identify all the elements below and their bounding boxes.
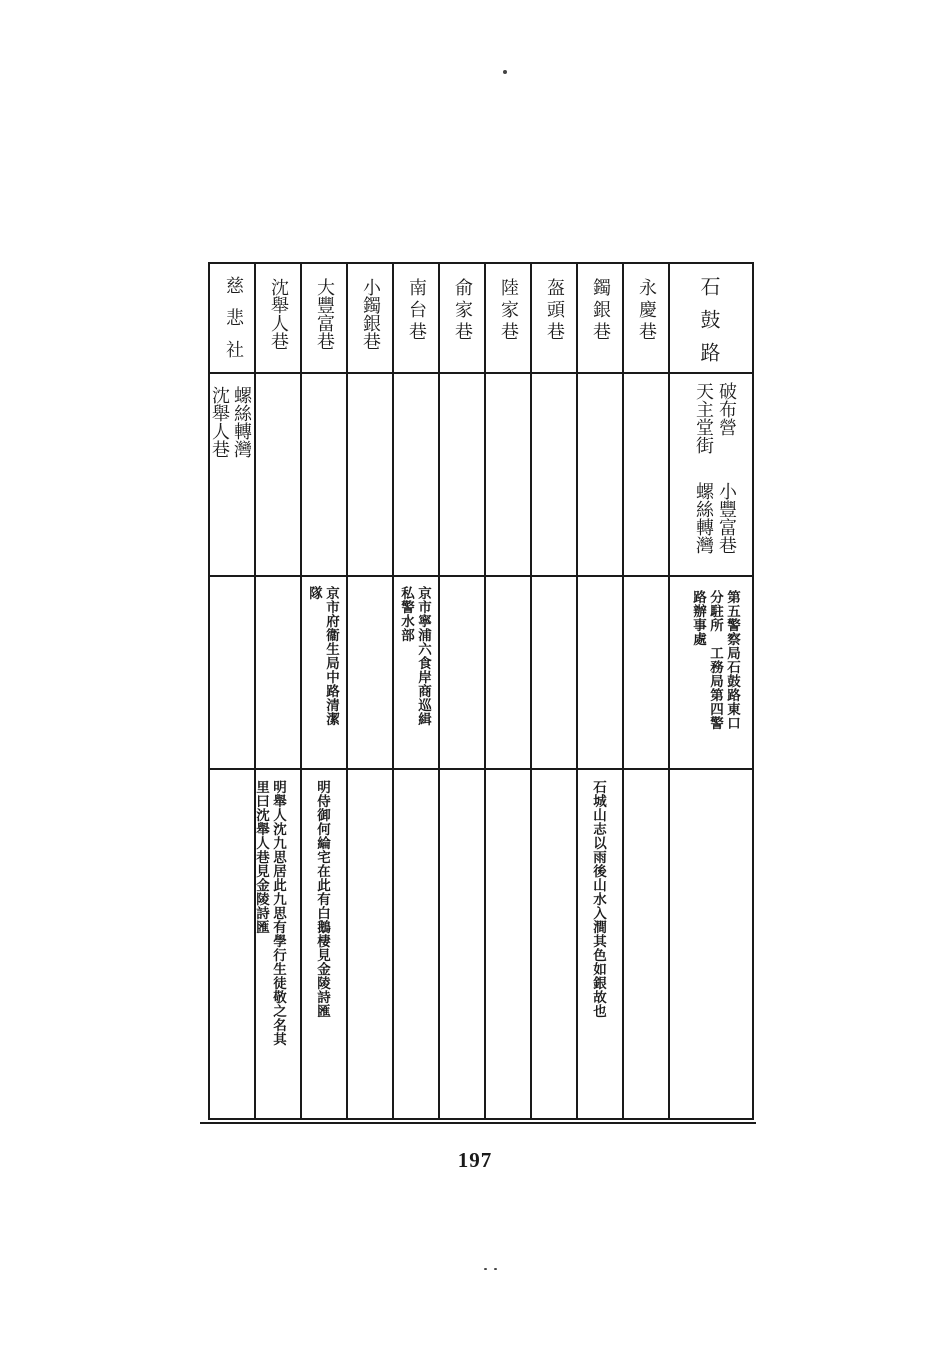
row-divider-header <box>210 372 752 374</box>
column-divider <box>668 264 670 1118</box>
historical-note: 明舉人沈九思居此九思有學行生徒敬之名其 <box>270 780 286 1046</box>
row-divider-institutions <box>210 768 752 770</box>
column-divider <box>346 264 348 1118</box>
street-name-header: 永慶巷 <box>636 278 657 344</box>
institution-text: 路辦事處 <box>690 590 706 646</box>
historical-note: 里曰沈舉人巷見金陵詩匯 <box>253 780 269 934</box>
institution-text: 第五警察局石鼓路東口 <box>724 590 740 730</box>
street-name-header: 鐲銀巷 <box>590 278 611 344</box>
street-name-header: 盔頭巷 <box>544 278 565 344</box>
column-divider <box>484 264 486 1118</box>
print-speck <box>484 1268 487 1270</box>
street-name-header: 陸家巷 <box>498 278 519 344</box>
street-register-table <box>208 262 754 1120</box>
street-name-header: 俞家巷 <box>452 278 473 344</box>
street-name-header: 石鼓路 <box>697 276 721 375</box>
column-divider <box>622 264 624 1118</box>
street-name-header: 小鐲銀巷 <box>360 278 381 350</box>
column-divider <box>438 264 440 1118</box>
row-divider-aliases <box>210 575 752 577</box>
institution-text: 隊 <box>306 586 322 600</box>
column-divider <box>530 264 532 1118</box>
print-speck <box>503 70 507 74</box>
institution-text: 京市府衞生局中路清潔 <box>323 586 339 726</box>
street-name-header: 慈悲社 <box>223 276 244 372</box>
former-name: 小豐富巷 <box>716 482 737 554</box>
street-name-header: 南台巷 <box>406 278 427 344</box>
street-name-header: 大豐富巷 <box>314 278 335 350</box>
historical-note: 石城山志以雨後山水入澗其色如銀故也 <box>590 780 606 1018</box>
street-name-header: 沈舉人巷 <box>268 278 289 350</box>
former-name: 破布營 <box>716 382 737 436</box>
institution-text: 京市寧浦六食岸商巡緝 <box>415 586 431 726</box>
institution-text: 私警水部 <box>398 586 414 642</box>
former-name: 螺絲轉灣 <box>231 386 252 458</box>
former-name: 天主堂街 <box>693 382 714 454</box>
former-name: 螺絲轉灣 <box>693 482 714 554</box>
column-divider <box>254 264 256 1118</box>
page-number: 197 <box>457 1148 493 1172</box>
institution-text: 分駐所 工務局第四警 <box>707 590 723 730</box>
column-divider <box>576 264 578 1118</box>
print-speck <box>494 1268 497 1270</box>
historical-note: 明侍御何綸宅在此有白鵝棲見金陵詩匯 <box>314 780 330 1018</box>
former-name: 沈舉人巷 <box>209 386 230 458</box>
column-divider <box>392 264 394 1118</box>
column-divider <box>300 264 302 1118</box>
